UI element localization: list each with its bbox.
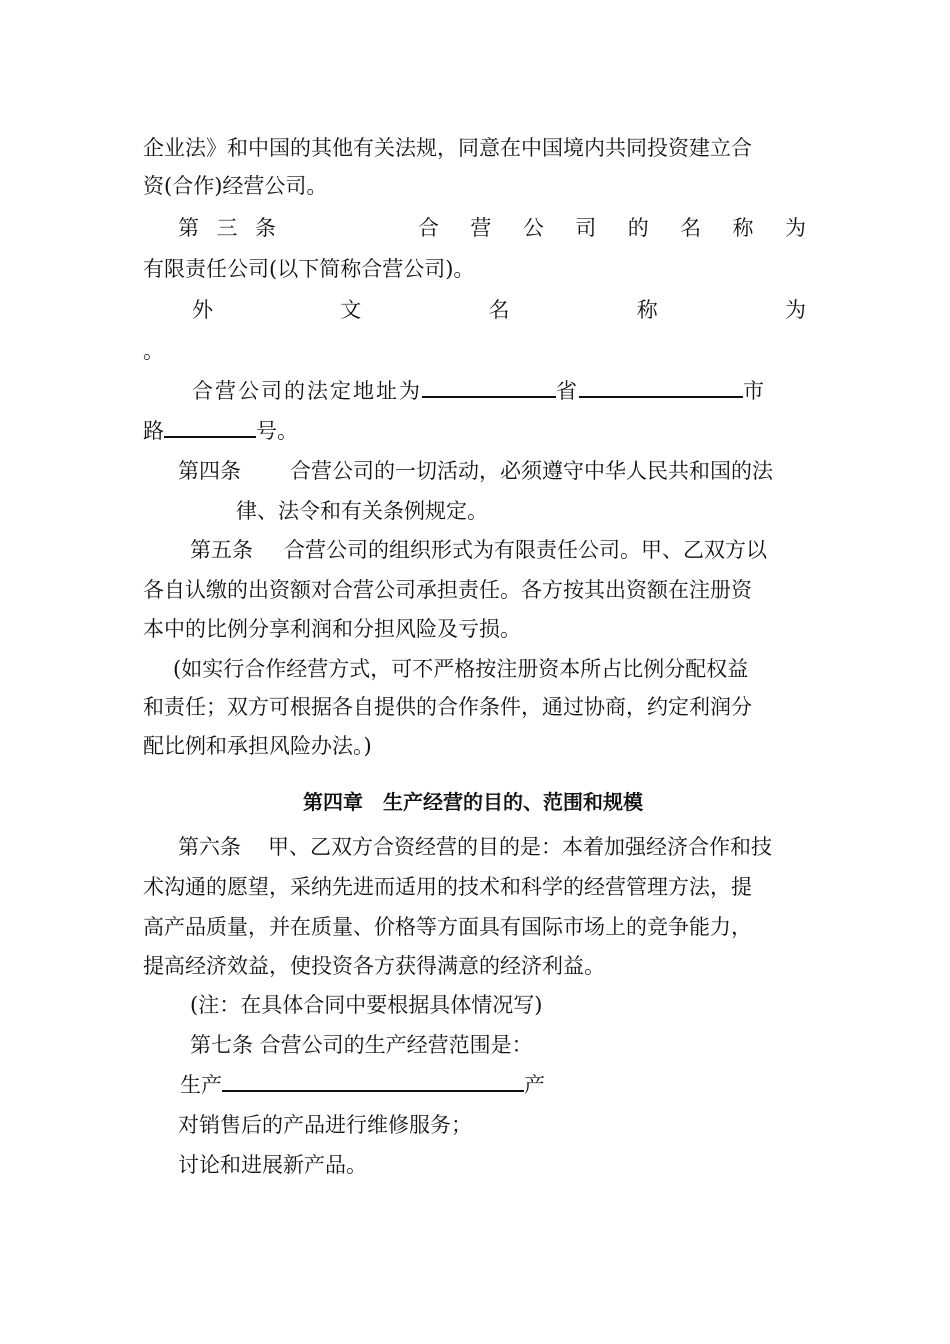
article-6-text: 甲、乙双方合资经营的目的是：本着加强经济合作和技: [268, 835, 772, 859]
article-4-label: 第四条: [178, 459, 241, 483]
paragraph-line: (如实行合作经营方式，可不严格按注册资本所占比例分配权益: [173, 657, 749, 681]
paragraph-line: 本中的比例分享利润和分担风险及亏损。: [143, 617, 521, 641]
paragraph-line: 提高经济效益，使投资各方获得满意的经济利益。: [143, 954, 605, 978]
list-item: 讨论和进展新产品。: [178, 1153, 367, 1177]
article-6-label: 第六条: [178, 835, 241, 859]
province-blank: [422, 376, 556, 398]
paragraph-line: 各自认缴的出资额对合营公司承担责任。各方按其出资额在注册资: [143, 578, 752, 602]
road-line: 路 号。: [143, 416, 298, 446]
paragraph-line: 有限责任公司(以下简称合营公司)。: [143, 257, 475, 281]
city-blank: [579, 376, 743, 398]
article-3-text: 合 营 公 司 的 名 称 为: [418, 216, 806, 240]
article-3-label: 第 三 条: [178, 216, 276, 240]
foreign-name-line: 外 文 名 称 为: [192, 298, 806, 322]
article-7: 第七条 合营公司的生产经营范围是：: [190, 1033, 533, 1057]
article-5-label: 第五条: [190, 538, 253, 562]
paragraph-line: 。: [143, 339, 164, 363]
paragraph-line: 术沟通的愿望，采纳先进而适用的技术和科学的经营管理方法，提: [143, 875, 752, 899]
road-blank: [164, 416, 256, 438]
list-item: 对销售后的产品进行维修服务；: [178, 1113, 472, 1137]
paragraph-line: 高产品质量，并在质量、价格等方面具有国际市场上的竞争能力，: [143, 915, 752, 939]
address-line: 合营公司的法定地址为 省 市: [192, 376, 766, 406]
chapter-heading: 第四章 生产经营的目的、范围和规模: [303, 790, 643, 814]
paragraph-line: 配比例和承担风险办法。): [143, 734, 372, 758]
paragraph-line: 律、法令和有关条例规定。: [236, 499, 488, 523]
article-4-text: 合营公司的一切活动，必须遵守中华人民共和国的法: [290, 459, 773, 483]
note-line: (注：在具体合同中要根据具体情况写): [190, 993, 543, 1017]
production-blank: [222, 1070, 524, 1092]
paragraph-line: 资(合作)经营公司。: [143, 174, 328, 198]
production-line: 生产 产: [180, 1070, 545, 1100]
paragraph-line: 和责任；双方可根据各自提供的合作条件，通过协商，约定利润分: [143, 695, 752, 719]
paragraph-line: 企业法》和中国的其他有关法规，同意在中国境内共同投资建立合: [143, 136, 752, 160]
article-5-text: 合营公司的组织形式为有限责任公司。甲、乙双方以: [284, 538, 767, 562]
